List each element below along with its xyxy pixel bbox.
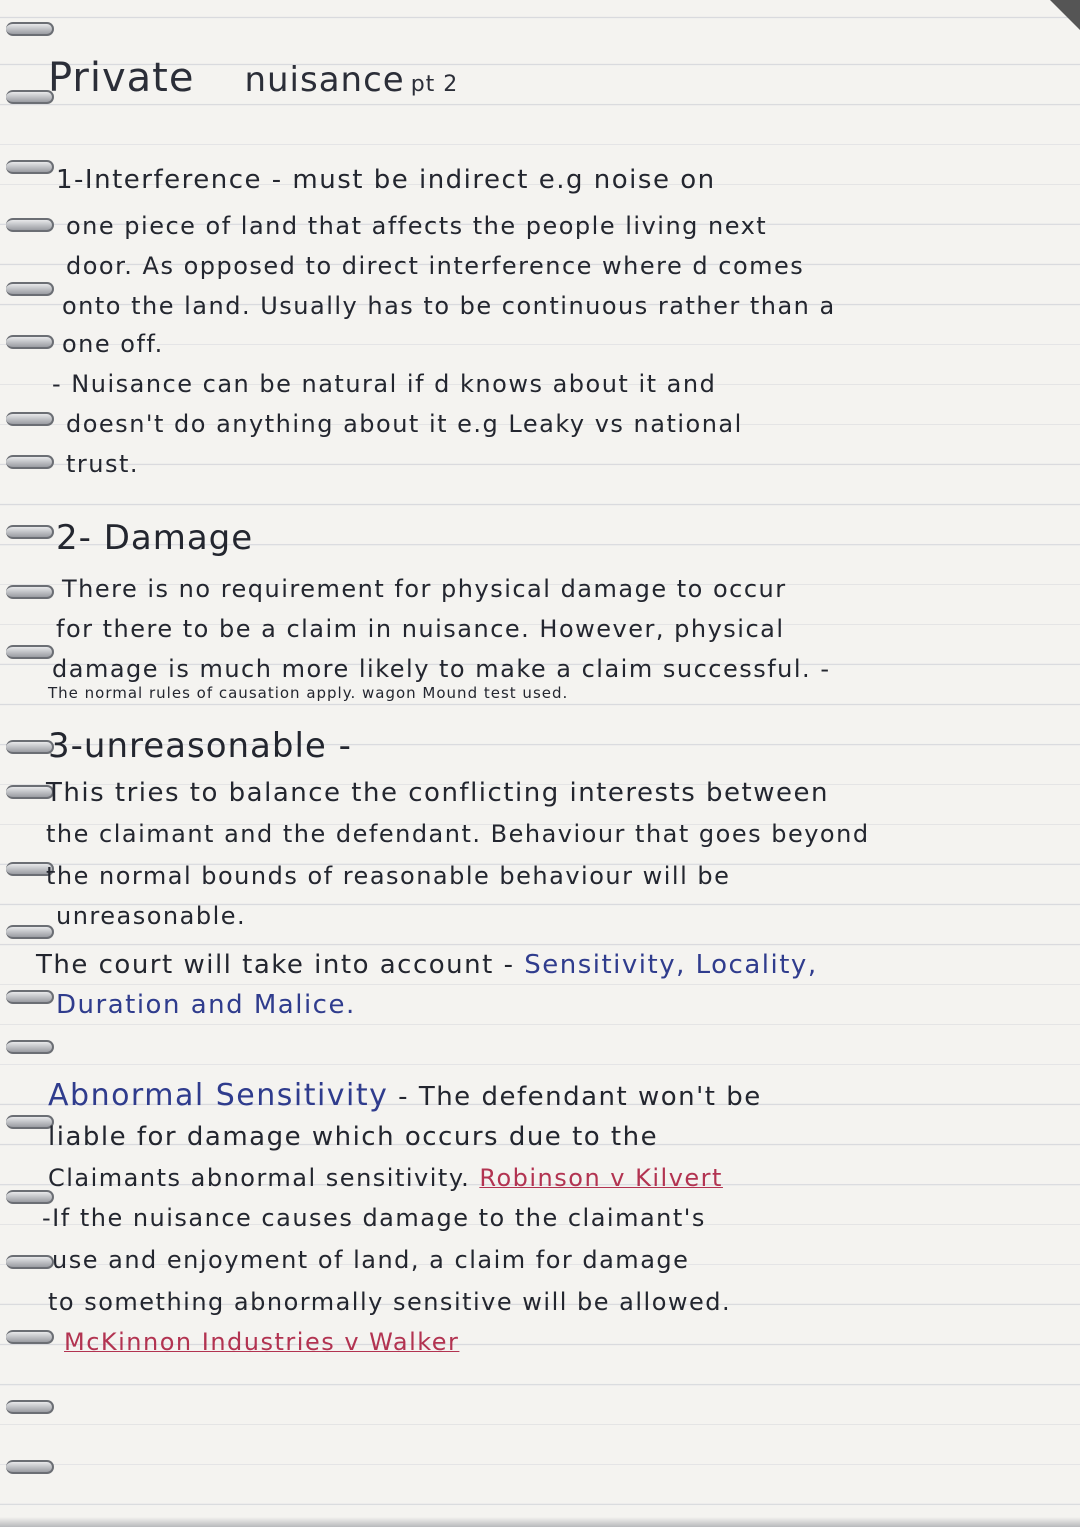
- binding-ring: [6, 740, 54, 754]
- binding-ring: [6, 218, 54, 232]
- section3-line: the normal bounds of reasonable behaviour will be: [46, 862, 731, 890]
- binding-ring: [6, 525, 54, 539]
- binding-ring: [6, 1330, 54, 1344]
- section3-line: unreasonable.: [56, 902, 247, 930]
- section4-line: liable for damage which occurs due to the: [48, 1122, 659, 1152]
- page-corner: [1050, 0, 1080, 30]
- page-bottom-edge: [0, 1517, 1080, 1527]
- page-title: [48, 55, 458, 101]
- section2-line: for there to be a claim in nuisance. However, physical: [56, 615, 785, 643]
- section4-line-with-case: [48, 1164, 723, 1192]
- binding-ring: [6, 282, 54, 296]
- section1-line: door. As opposed to direct interference where d comes: [66, 252, 805, 280]
- section3-account-line: [36, 950, 818, 980]
- binding-ring: [6, 990, 54, 1004]
- binding-ring: [6, 1040, 54, 1054]
- section1-line: one piece of land that affects the people living next: [66, 212, 768, 240]
- section3-heading: 3-unreasonable -: [48, 726, 352, 766]
- binding-ring: [6, 455, 54, 469]
- binding-ring: [6, 1190, 54, 1204]
- binding-ring: [6, 1460, 54, 1474]
- binding-ring: [6, 90, 54, 104]
- abnormal-sensitivity-heading: Abnormal Sensitivity: [48, 1078, 389, 1113]
- binding-ring: [6, 1400, 54, 1414]
- section4-line: Claimants abnormal sensitivity.: [48, 1164, 471, 1192]
- section1-line: one off.: [62, 330, 164, 358]
- case-robinson-v-kilvert: Robinson v Kilvert: [479, 1164, 723, 1192]
- title-part-1: Private: [48, 55, 195, 101]
- case-mckinnon-v-walker: McKinnon Industries v Walker: [64, 1328, 460, 1356]
- binding-ring: [6, 22, 54, 36]
- binding-ring: [6, 585, 54, 599]
- title-part-3: pt 2: [410, 72, 459, 97]
- binding-ring: [6, 412, 54, 426]
- section4-line: to something abnormally sensitive will be allowed.: [48, 1288, 732, 1316]
- section3-line: This tries to balance the conflicting interests between: [46, 778, 829, 808]
- section4-heading-line: [48, 1078, 762, 1113]
- binding-ring: [6, 335, 54, 349]
- section1-line: 1-Interference - must be indirect e.g noise on: [56, 165, 716, 195]
- binding-ring: [6, 1255, 54, 1269]
- section2-note: The normal rules of causation apply. wagon Mound test used.: [48, 684, 569, 702]
- section2-line: damage is much more likely to make a claim successful. -: [52, 655, 831, 683]
- section4-heading-rest: - The defendant won't be: [398, 1082, 762, 1112]
- binding-ring: [6, 925, 54, 939]
- section1-line: - Nuisance can be natural if d knows about it and: [52, 370, 717, 398]
- section1-line: doesn't do anything about it e.g Leaky vs national: [66, 410, 743, 438]
- binding-ring: [6, 1115, 54, 1129]
- binding-ring: [6, 645, 54, 659]
- title-part-2: nuisance: [244, 60, 405, 100]
- section1-line: trust.: [66, 450, 140, 478]
- account-prefix: The court will take into account -: [36, 950, 515, 980]
- section1-line: onto the land. Usually has to be continuous rather than a: [62, 292, 836, 320]
- section2-heading: 2- Damage: [56, 518, 254, 558]
- section4-line: -If the nuisance causes damage to the claimant's: [42, 1204, 706, 1232]
- section4-line: use and enjoyment of land, a claim for damage: [52, 1246, 690, 1274]
- account-factors-continued: Duration and Malice.: [56, 990, 356, 1020]
- section3-line: the claimant and the defendant. Behaviour that goes beyond: [46, 820, 870, 848]
- section2-line: There is no requirement for physical damage to occur: [62, 575, 787, 603]
- account-factors: Sensitivity, Locality,: [524, 950, 818, 980]
- binding-ring: [6, 160, 54, 174]
